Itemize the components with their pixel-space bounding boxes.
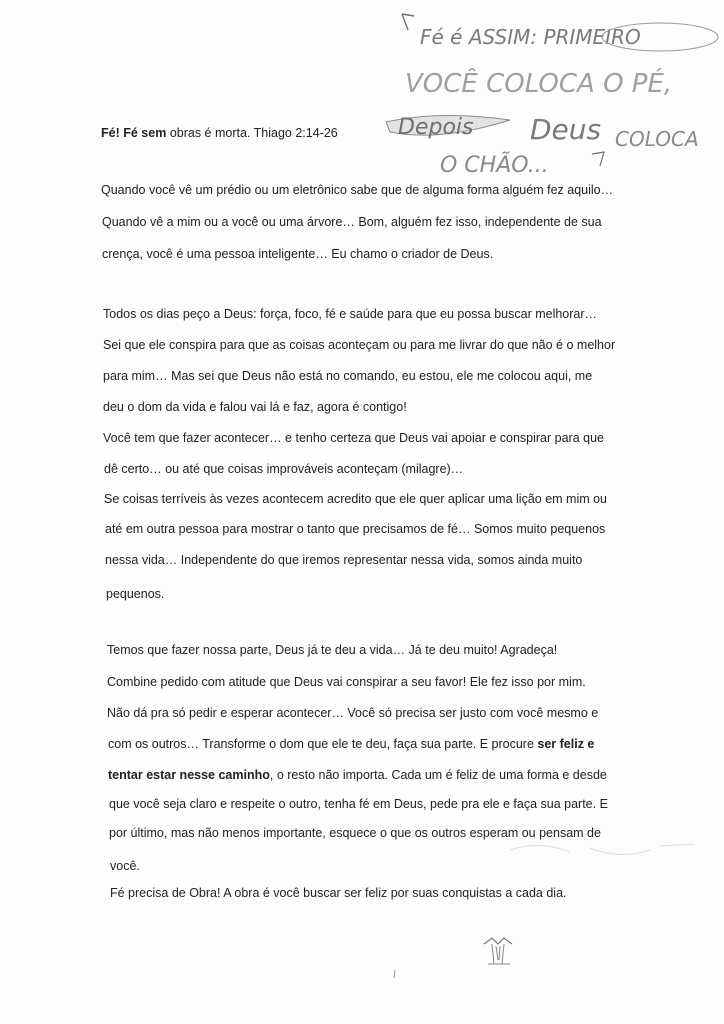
doodle-svg — [478, 930, 523, 970]
paragraph-3-line-2: Combine pedido com atitude que Deus vai conspirar a seu favor! Ele fez isso por mim. — [107, 675, 586, 689]
handwritten-line-4: O CHÃO... — [440, 153, 549, 178]
paragraph-2-line-3: para mim… Mas sei que Deus não está no comando, eu estou, ele me colocou aqui, me — [103, 369, 593, 383]
emphasis-text-1: ser feliz e — [537, 737, 595, 751]
faint-pencil-scribble — [500, 830, 700, 870]
emphasis-text-2: tentar estar nesse caminho — [108, 768, 270, 782]
paragraph-2-line-6: dê certo… ou até que coisas improváveis aconteçam (milagre)… — [104, 462, 464, 476]
pencil-mark-svg — [392, 969, 398, 979]
paragraph-3-line-4 — [108, 737, 594, 751]
heading-part-1: Fé! — [101, 126, 120, 140]
paragraph-2-line-1: Todos os dias peço a Deus: força, foco, fé e saúde para que eu possa buscar melhorar… — [103, 307, 598, 321]
paragraph-3-line-5 — [108, 768, 607, 782]
paragraph-3-line-6: que você seja claro e respeite o outro, tenha fé em Deus, pede pra ele e faça sua parte. E — [109, 797, 608, 811]
heading-part-3: obras é morta. Thiago 2:14-26 — [169, 126, 338, 140]
paragraph-3-line-8: você. — [110, 859, 140, 873]
paragraph-1-line-1: Quando você vê um prédio ou um eletrônico sabe que de alguma forma alguém fez aquilo… — [101, 183, 614, 197]
handwritten-line-1: Fé é ASSIM: PRIMEIRO — [420, 25, 641, 49]
doodle-top-path — [484, 938, 512, 944]
paragraph-2-line-8: até em outra pessoa para mostrar o tanto que precisamos de fé… Somos muito pequenos — [105, 522, 606, 536]
doodle-drawing — [478, 930, 523, 970]
paragraph-3-line-9: Fé precisa de Obra! A obra é você buscar ser feliz por suas conquistas a cada dia. — [110, 886, 567, 900]
handwritten-line-2: VOCÊ COLOCA O PÉ, — [405, 69, 673, 99]
paragraph-3-line-1: Temos que fazer nossa parte, Deus já te deu a vida… Já te deu muito! Agradeça! — [107, 643, 558, 657]
faint-scribble-path — [510, 844, 695, 855]
paragraph-2-line-9: nessa vida… Independente do que iremos representar nessa vida, somos ainda muito — [105, 553, 583, 567]
paragraph-2-line-10: pequenos. — [106, 587, 165, 601]
paragraph-3-line-5-text: , o resto não importa. Cada um é feliz de uma forma e desde — [269, 768, 607, 782]
paragraph-2-line-2: Sei que ele conspira para que as coisas aconteçam ou para me livrar do que não é o melhor — [103, 338, 616, 352]
pencil-mark-small — [392, 966, 398, 976]
paragraph-3-line-4-text: com os outros… Transforme o dom que ele te deu, faça sua parte. E procure — [108, 737, 538, 751]
paragraph-2-line-7: Se coisas terríveis às vezes acontecem acredito que ele quer aplicar uma lição em mim ou — [104, 492, 608, 506]
paragraph-2-line-4: deu o dom da vida e falou vai lá e faz, agora é contigo! — [103, 400, 407, 414]
handwritten-line-3a: Depois — [398, 115, 474, 140]
paragraph-1-line-2: Quando vê a mim ou a você ou uma árvore… Bom, alguém fez isso, independente de sua — [102, 215, 602, 229]
handwritten-line-3b: Deus — [530, 113, 602, 146]
heading-part-2: Fé sem — [123, 126, 167, 140]
paragraph-3-line-3: Não dá pra só pedir e esperar acontecer… Você só precisa ser justo com você mesmo e — [107, 706, 599, 720]
doodle-stem-path — [492, 944, 504, 964]
pencil-mark-path — [394, 970, 395, 978]
handwritten-line-3c: COLOCA — [615, 127, 699, 151]
paragraph-3-line-7: por último, mas não menos importante, esquece o que os outros esperam ou pensam de — [109, 826, 601, 840]
paragraph-1-line-3: crença, você é uma pessoa inteligente… Eu chamo o criador de Deus. — [102, 247, 494, 261]
paragraph-2-line-5: Você tem que fazer acontecer… e tenho certeza que Deus vai apoiar e conspirar para que — [103, 431, 604, 445]
